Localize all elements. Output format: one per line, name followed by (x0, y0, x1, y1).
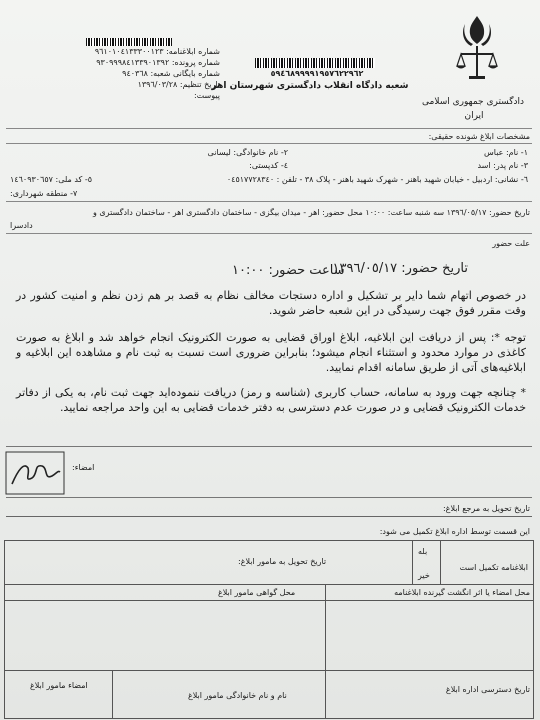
access-date-label: تاریخ دسترسی اداره ابلاغ (445, 685, 530, 694)
signature-label: امضاء: (72, 463, 95, 472)
recipient-address: ٦- نشانی: اردبیل - خیابان شهید باهنر - شهرک شهید باهنر - پلاک ٣٨ - تلفن : ٠٤٥١٧٧٢٨٣٤٠ (226, 175, 528, 184)
charge-paragraph: در خصوص اتهام شما دایر بر تشکیل و اداره دستجات مخالف نظام به قصد بر هم زدن نظم و امنیت کشور در وقت مقرر فوق جهت رسیدگی در این شعبه حاضر شوید. (16, 289, 526, 317)
recipient-name: ١- نام: عباس (484, 148, 528, 157)
tracking-number: ٥٩٤٦٨٩٩٩٩١٩٥٧٦٢٢٩٦٢ (270, 69, 364, 78)
field-notice-number: شماره ابلاغنامه: ٩٦١٠١٠٤١٣٣٣٠٠١٢٣ (94, 47, 220, 56)
delivery-section-title: این قسمت توسط اداره ابلاغ تکمیل می شود: (379, 527, 530, 536)
case-barcode (86, 38, 172, 46)
header-fields (30, 46, 220, 101)
org-name-line1: دادگستری جمهوری اسلامی (422, 97, 524, 107)
delivery-date-label: تاریخ تحویل به مرجع ابلاغ: (442, 504, 530, 513)
signature-stamp-icon (4, 450, 66, 496)
field-attachment: پیوست: (193, 91, 220, 100)
recipient-postal: ٤- کدپستی: (249, 161, 288, 170)
officer-sign-label: امضاء مامور ابلاغ (30, 681, 88, 690)
notice-completed-label: ابلاغنامه تکمیل است (459, 563, 528, 572)
recipient-sign-label: محل امضاء یا اثر انگشت گیرنده ابلاغنامه (394, 588, 530, 597)
option-yes[interactable]: بله (418, 547, 428, 556)
recipient-national-id: ٥- کد ملی: ١٤٦٠٩٣٠٦٥٧ (10, 175, 93, 184)
officer-name-label: نام و نام خانوادگی مامور ابلاغ (188, 691, 287, 700)
field-archive-number: شماره بایگانی شعبه: ٩٤٠٣٦٨ (122, 69, 220, 78)
appointment-date-large: تاریخ حضور: ١٣٩٦/٠٥/١٧ (332, 261, 468, 276)
branch-title: شعبه دادگاه انقلاب دادگستری شهرستان اهر (211, 81, 409, 91)
org-name-line2: ایران (464, 111, 484, 121)
recipient-family: ٢- نام خانوادگی: لیسانی (207, 148, 288, 157)
recipient-father: ٣- نام پدر: اسد (477, 161, 528, 170)
field-issue-date: تاریخ تنظیم: ١٣٩٦/٠٣/٢٨ (137, 80, 220, 89)
officer-delivery-date-label: تاریخ تحویل به مامور ابلاغ: (238, 557, 327, 566)
electronic-notice-paragraph: توجه *: پس از دریافت این ابلاغیه، ابلاغ اوراق قضایی به صورت الکترونیک انجام خواهد شد و ابلاغ به صورت کاغذی در موارد محدود و استثناء انجام میشود؛ بنابراین ضروری است نسبت به ثبت نام و مشاهده این ابلاغیه و ابلاغیه‌های آتی از طریق سامانه اقدام نمایید. (16, 331, 526, 374)
witness-sign-label: محل گواهی مامور ابلاغ (218, 588, 296, 597)
tracking-barcode (255, 58, 375, 68)
registration-paragraph: * چنانچه جهت ورود به سامانه، حساب کاربری (شناسه و رمز) دریافت ننموده‌اید جهت ثبت نام، به یکی از دفاتر خدمات الکترونیک قضایی و در صورت عدم دسترسی به دفتر خدمات قضایی به این واحد مراجعه نمایید. (16, 386, 526, 414)
appointment-time-large: ساعت حضور: ١٠:٠٠ (232, 263, 345, 278)
judiciary-emblem-icon (455, 14, 499, 86)
appointment-line2: دادسرا (10, 221, 33, 230)
recipient-municipality: ٧- منطقه شهرداری: (10, 189, 78, 198)
appointment-line1: تاریخ حضور: ١٣٩٦/٠٥/١٧ سه شنبه ساعت: ١٠:٠٠ محل حضور: اهر - میدان بیگزی - ساختمان دادگستری اهر - ساختمان دادگستری و (93, 208, 530, 217)
recipient-section-title: مشخصات ابلاغ شونده حقیقی: (428, 132, 530, 141)
option-no[interactable]: خیر (418, 571, 430, 580)
reason-label: علت حضور (492, 239, 530, 248)
field-case-number: شماره پرونده: ٩٣٠٩٩٩٨٤١٣٣٩٠١٣٩٢ (96, 58, 220, 67)
